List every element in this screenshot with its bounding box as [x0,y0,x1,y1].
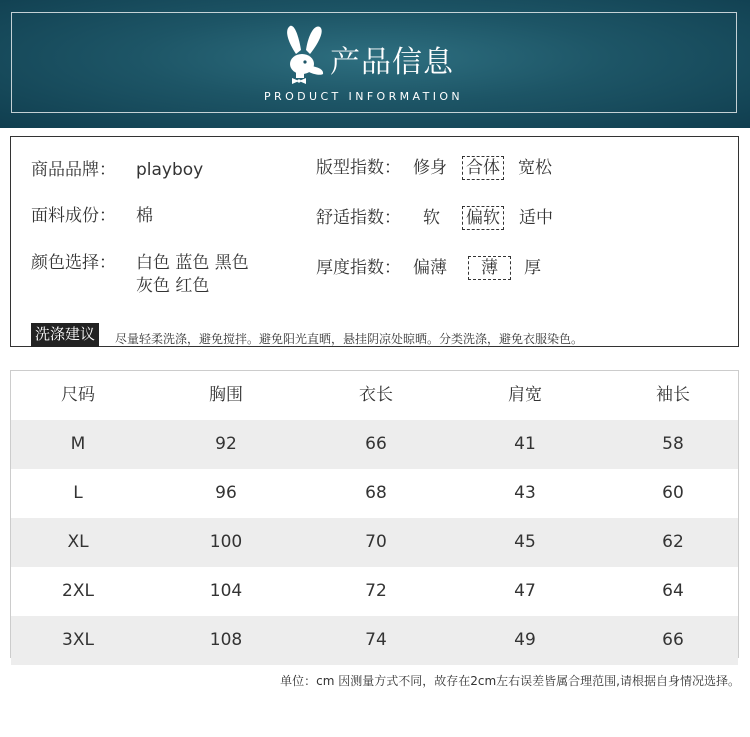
wash-advice-text: 尽量轻柔洗涤，避免搅拌。避免阳光直晒，悬挂阴凉处晾晒。分类洗涤，避免衣服染色。 [115,332,584,346]
table-cell: 72 [365,581,387,601]
color-label: 颜色选择： [31,253,116,273]
table-cell: 104 [209,581,243,601]
fit-option-loose: 宽松 [518,158,552,178]
header-shoulder: 肩宽 [508,385,542,405]
table-cell: 2XL [62,581,94,601]
color-line-1: 白色 蓝色 黑色 [136,253,249,273]
thickness-label: 厚度指数： [316,258,401,278]
fabric-label: 面料成份： [31,206,116,226]
comfort-option-medium: 适中 [519,208,553,228]
table-cell: 60 [662,483,684,503]
table-cell: 100 [209,532,243,552]
header-sleeve: 袖长 [656,385,690,405]
table-header-row [11,371,738,420]
table-cell: L [73,483,83,503]
bunny-logo-icon [282,24,328,88]
color-line-2: 灰色 红色 [136,276,210,296]
table-row [11,567,738,616]
table-cell: 62 [662,532,684,552]
table-cell: 41 [514,434,536,454]
brand-value: playboy [136,160,204,180]
thickness-option-thinnish: 偏薄 [413,258,447,278]
table-row [11,420,738,469]
header-banner [0,0,750,128]
table-cell: XL [67,532,89,552]
table-cell: 3XL [62,630,94,650]
size-table [10,370,739,658]
table-cell: 92 [215,434,237,454]
header-chest: 胸围 [209,385,243,405]
table-cell: 66 [365,434,387,454]
page-title: 产品信息 [330,45,454,80]
table-cell: 49 [514,630,536,650]
page-subtitle: PRODUCT INFORMATION [264,90,464,103]
fit-option-slim: 修身 [413,158,447,178]
table-cell: 70 [365,532,387,552]
table-cell: M [70,434,86,454]
table-cell: 45 [514,532,536,552]
table-cell: 68 [365,483,387,503]
header-length: 衣长 [359,385,393,405]
fabric-value: 棉 [136,206,153,226]
table-cell: 58 [662,434,684,454]
comfort-label: 舒适指数： [316,208,401,228]
table-cell: 47 [514,581,536,601]
table-row [11,616,738,665]
measurement-note: 单位：cm 因测量方式不同，故存在2cm左右误差皆属合理范围,请根据自身情况选择。 [280,674,740,688]
table-cell: 108 [209,630,243,650]
table-cell: 96 [215,483,237,503]
comfort-option-softish-selected: 偏软 [462,206,504,230]
comfort-option-soft: 软 [423,208,440,228]
fit-option-regular-selected: 合体 [462,156,504,180]
brand-label: 商品品牌： [31,160,116,180]
product-info-panel [10,136,739,347]
table-cell: 64 [662,581,684,601]
table-cell: 43 [514,483,536,503]
thickness-option-thick: 厚 [524,258,541,278]
thickness-option-thin-selected: 薄 [468,256,511,280]
table-cell: 74 [365,630,387,650]
wash-advice-tag: 洗涤建议 [31,323,99,347]
table-cell: 66 [662,630,684,650]
table-row [11,469,738,518]
table-row [11,518,738,567]
fit-label: 版型指数： [316,158,401,178]
header-size: 尺码 [61,385,95,405]
